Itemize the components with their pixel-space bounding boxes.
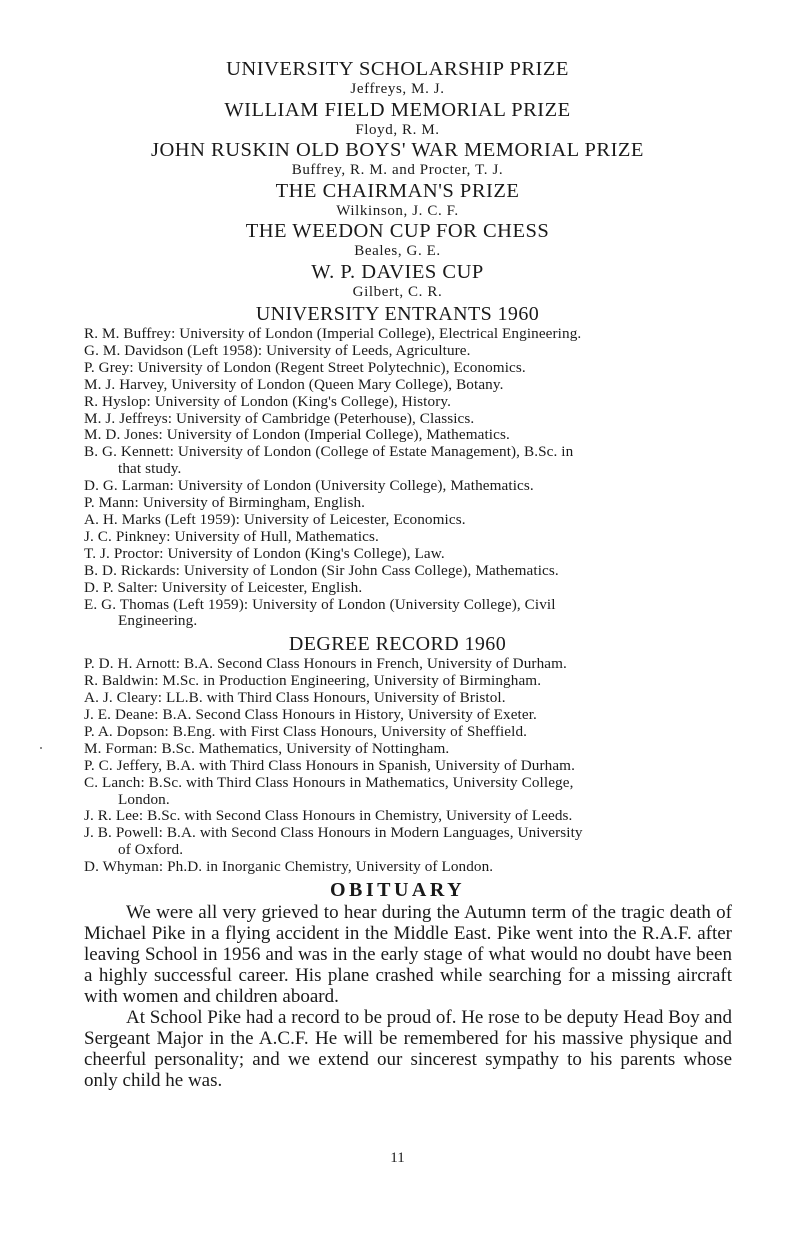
list-item — [84, 360, 734, 377]
list-item — [84, 529, 734, 546]
degrees-list — [0, 656, 734, 876]
obituary-heading: OBITUARY — [329, 879, 466, 902]
list-item — [84, 597, 734, 631]
list-item-text: R. Baldwin: M.Sc. in Production Engineering, University of Birmingham. — [84, 672, 542, 690]
obituary-paragraph: We were all very grieved to hear during the Autumn term of the tragic death of Michael Pike in a flying accident in the Middle East. Pike went into the R.A.F. after leaving School in 1956 and was in the early stage of what would no doubt have been a highly successful career. His plane crashed while searching for a missing aircraft with women and children aboard. — [84, 902, 732, 1008]
prize-winner: Floyd, R. M. — [355, 121, 440, 138]
list-item — [84, 326, 734, 343]
list-item-text: M. J. Jeffreys: University of Cambridge (Peterhouse), Classics. — [84, 409, 475, 427]
list-item-text: J. B. Powell: B.A. with Second Class Honours in Modern Languages, University — [84, 824, 583, 842]
list-item — [84, 427, 734, 444]
prize-winner: Jeffreys, M. J. — [350, 81, 445, 97]
list-item-text: B. D. Rickards: University of London (Sir John Cass College), Mathematics. — [84, 561, 559, 579]
list-item — [84, 512, 734, 529]
list-item-text: C. Lanch: B.Sc. with Third Class Honours in Mathematics, University College, — [84, 773, 574, 791]
entrants-list — [0, 326, 734, 630]
list-item-text: M. J. Harvey, University of London (Queen Mary College), Botany. — [84, 375, 504, 393]
list-item-text: D. P. Salter: University of Leicester, English. — [84, 578, 363, 596]
prize-winner: Wilkinson, J. C. F. — [336, 202, 459, 219]
list-item-text: M. D. Jones: University of London (Imperial College), Mathematics. — [84, 426, 510, 444]
list-item-text: P. A. Dopson: B.Eng. with First Class Honours, University of Sheffield. — [84, 722, 528, 740]
list-item-text: D. Whyman: Ph.D. in Inorganic Chemistry, University of London. — [84, 858, 494, 876]
degrees-heading: DEGREE RECORD 1960 — [288, 633, 507, 656]
list-item-continuation: that study. — [118, 460, 182, 478]
list-item-continuation: London. — [118, 790, 170, 808]
prize-title: THE WEEDON CUP FOR CHESS — [245, 220, 550, 242]
list-item — [84, 656, 734, 673]
list-item — [84, 444, 734, 478]
list-item — [84, 478, 734, 495]
list-item — [84, 859, 734, 876]
list-item-text: D. G. Larman: University of London (University College), Mathematics. — [84, 477, 534, 495]
list-item-text: P. C. Jeffery, B.A. with Third Class Honours in Spanish, University of Durham. — [84, 756, 575, 774]
list-item-text: J. R. Lee: B.Sc. with Second Class Honours in Chemistry, University of Leeds. — [84, 807, 573, 825]
list-item — [84, 690, 734, 707]
list-item-text: J. C. Pinkney: University of Hull, Mathematics. — [84, 527, 379, 545]
list-item-text: A. J. Cleary: LL.B. with Third Class Honours, University of Bristol. — [84, 689, 506, 707]
list-item — [84, 808, 734, 825]
list-item — [84, 741, 734, 758]
prize-title: WILLIAM FIELD MEMORIAL PRIZE — [224, 98, 571, 121]
list-item — [84, 563, 734, 580]
list-item-text: R. M. Buffrey: University of London (Imperial College), Electrical Engineering. — [84, 325, 582, 342]
list-item — [84, 825, 734, 859]
prize-title: UNIVERSITY SCHOLARSHIP PRIZE — [226, 58, 569, 80]
list-item-text: A. H. Marks (Left 1959): University of Leicester, Economics. — [84, 510, 466, 528]
list-item — [84, 707, 734, 724]
list-item-text: M. Forman: B.Sc. Mathematics, University of Nottingham. — [84, 739, 450, 757]
list-item — [84, 758, 734, 775]
prize-title: JOHN RUSKIN OLD BOYS' WAR MEMORIAL PRIZE — [151, 139, 644, 161]
list-item-text: E. G. Thomas (Left 1959): University of London (University College), Civil — [84, 595, 556, 613]
list-item-continuation: of Oxford. — [118, 841, 184, 859]
list-item — [84, 377, 734, 394]
prize-winner: Gilbert, C. R. — [352, 283, 443, 300]
list-item-text: P. Grey: University of London (Regent Street Polytechnic), Economics. — [84, 358, 526, 376]
prize-title: THE CHAIRMAN'S PRIZE — [275, 179, 520, 202]
entrants-heading: UNIVERSITY ENTRANTS 1960 — [255, 303, 540, 325]
list-item-continuation: Engineering. — [118, 612, 198, 630]
list-item — [84, 724, 734, 741]
prizes-section — [0, 0, 795, 301]
list-item — [84, 343, 734, 360]
prize-title: W. P. DAVIES CUP — [311, 260, 484, 283]
list-item-text: P. Mann: University of Birmingham, English. — [84, 494, 366, 512]
obituary-paragraph: At School Pike had a record to be proud of. He rose to be deputy Head Boy and Sergeant Major in the A.C.F. He will be remembered for his massive physique and cheerful personality; and we extend our sincerest sympathy to his parents whose only child he was. — [84, 1007, 732, 1092]
page-number: 11 — [390, 1150, 405, 1166]
prize-winner: Beales, G. E. — [354, 243, 441, 259]
prize-winner: Buffrey, R. M. and Procter, T. J. — [291, 162, 504, 178]
list-item-text: G. M. Davidson (Left 1958): University of Leeds, Agriculture. — [84, 341, 471, 359]
list-item — [84, 495, 734, 512]
list-item-text: B. G. Kennett: University of London (College of Estate Management), B.Sc. in — [84, 443, 574, 461]
list-item — [84, 580, 734, 597]
list-item — [84, 411, 734, 428]
list-item — [84, 546, 734, 563]
list-item — [84, 394, 734, 411]
list-item-text: J. E. Deane: B.A. Second Class Honours in History, University of Exeter. — [84, 706, 537, 724]
print-speck — [40, 747, 42, 749]
list-item-text: R. Hyslop: University of London (King's College), History. — [84, 392, 451, 410]
list-item — [84, 673, 734, 690]
list-item-text: T. J. Proctor: University of London (King's College), Law. — [84, 544, 445, 562]
list-item-text: P. D. H. Arnott: B.A. Second Class Honours in French, University of Durham. — [84, 655, 567, 673]
list-item — [84, 775, 734, 809]
